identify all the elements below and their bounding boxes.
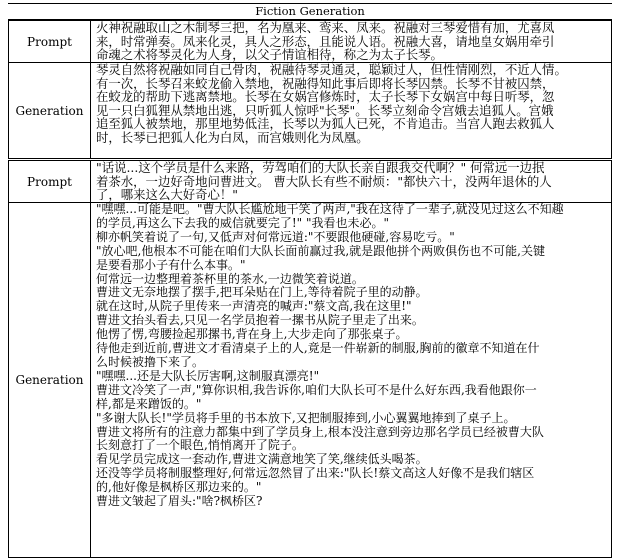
text-line: 时，长琴已把狐人化为白凤，而宫娥则化为凤凰。 (96, 129, 369, 145)
text-line: 曹进文无奈地摆了摆手,把耳朵贴在门上,等待着院子里的动静。 (96, 285, 428, 300)
row-label: Generation (9, 203, 91, 558)
table-row (9, 63, 612, 160)
text-block (96, 203, 609, 557)
text-line: 命魂之术将琴灵化为人身，以父子情谊相待，称之为太子长琴。 (96, 47, 443, 62)
text-line: "嘿嘿...还是大队长厉害啊,这制服真漂亮!" (96, 368, 320, 383)
text-line: "放心吧,他根本不可能在咱们大队长面前赢过我,就是跟他拼个两败俱伤也不可能,关键 (96, 243, 545, 258)
row-label: Prompt (9, 160, 91, 203)
text-line: 他愣了愣,弯腰捡起那摞书,背在身上,大步走向了那张桌子。 (96, 327, 408, 342)
text-block (96, 63, 609, 158)
text-line: 的,他好像是枫桥区那边来的。" (96, 480, 262, 495)
text-line: 么时候被撸下来了。 (96, 354, 205, 369)
text-line: 曹进文冷笑了一声,"算你识相,我告诉你,咱们大队长可不是什么好东西,我看他跟你一 (96, 382, 537, 397)
text-line: "话说...这个学员是什么来路，劳驾咱们的大队长亲自跟我交代啊？" 何常远一边抿 (96, 161, 545, 175)
text-line: 见一只白狐狸从禁地出逃，只听狐人惊呼"长琴"。长琴立刻命令宫娥去追狐人。宫娥 (96, 102, 554, 118)
text-line: 就在这时,从院子里传来一声清亮的喊声:"蔡文高,我在这里!" (96, 299, 412, 314)
text-line: 柳亦帆笑着说了一句,又低声对何常远道:"不要跟他硬碰,容易吃亏。" (96, 229, 455, 244)
text-line: 来，时常弹奏。凤来化灵，具人之形态，且能说人语。祝融大喜，请地皇女娲用牵引 (96, 33, 555, 49)
text-line: "多谢大队长!"学员将手里的书本放下,又把制服捧到,小心翼翼地捧到了桌子上。 (96, 410, 516, 425)
text-line: 曹进文抬头看去,只见一名学员抱着一摞书从院子里走了出来。 (96, 313, 424, 328)
content-table (8, 20, 612, 558)
text-line: "嘿嘿...可能是吧。"曹大队长尴尬地干笑了两声,"我在这待了一辈子,就没见过这么不知趣 (96, 203, 564, 216)
text-line: 是要看那小子有什么本事。" (96, 257, 246, 272)
text-line: 样,都是来蹭饭的。" (96, 396, 202, 411)
text-line: 还没等学员将制服整理好,何常远忽然冒了出来:"队长!蔡文高这人好像不是我们辖区 (96, 466, 535, 481)
text-line: 何常远一边整理着茶杯里的茶水,一边微笑着说道。 (96, 271, 364, 286)
text-line: 看见学员完成这一套动作,曹进文满意地笑了笑,继续低头喝茶。 (96, 452, 428, 467)
row-label: Generation (9, 63, 91, 160)
text-line: 曹进文将所有的注意力都集中到了学员身上,根本没注意到旁边那名学员已经被曹大队 (96, 424, 544, 439)
text-line: 了，哪来这么大好奇心！" (96, 187, 238, 202)
text-line: 曹进文皱起了眉头:"啥?枫桥区? (96, 494, 263, 509)
row-text (91, 160, 612, 203)
text-line: 的学员,再这么下去我的威信就要完了!" "我看也未必。" (96, 215, 390, 230)
text-block (96, 21, 609, 62)
text-line: 追至狐人被禁地，那里地势低洼，长琴以为狐人已死，不肯追击。当宫人跑去救狐人 (96, 116, 555, 132)
fiction-table (8, 3, 612, 558)
text-line: 火神祝融取山之木制琴三把，名为凰来、鸾来、凤来。祝融对三琴爱惜有加，尤喜凤 (96, 21, 555, 35)
table-row (9, 21, 612, 63)
row-label: Prompt (9, 21, 91, 63)
table-title: Fiction Generation (8, 3, 612, 20)
text-line: 待他走到近前,曹进文才看清桌子上的人,竟是一件崭新的制服,胸前的徽章不知道在什 (96, 341, 540, 356)
text-line: 长刻意打了一个眼色,悄悄离开了院子。 (96, 438, 304, 453)
table-row (9, 203, 612, 558)
text-line: 着茶水，一边好奇地问曹进文。 曹大队长有些不耐烦："都快六十，没两年退休的人 (96, 173, 552, 189)
text-line: 有一次，长琴召来蛟龙偷入禁地，祝融得知此事后即将长琴囚禁。长琴不甘被囚禁， (96, 75, 555, 91)
row-text (91, 21, 612, 63)
text-line: 在蛟龙的帮助下逃离禁地。长琴在女娲宫修炼时，太子长琴下女娲宫中每日听琴，忽 (96, 89, 555, 105)
text-line: 琴灵自然将祝融如同自己骨肉，祝融待琴灵通灵，聪颖过人，但性情刚烈，不近人情。 (96, 63, 567, 77)
row-text (91, 63, 612, 160)
row-text (91, 203, 612, 558)
text-block (96, 161, 609, 202)
table-row (9, 160, 612, 203)
